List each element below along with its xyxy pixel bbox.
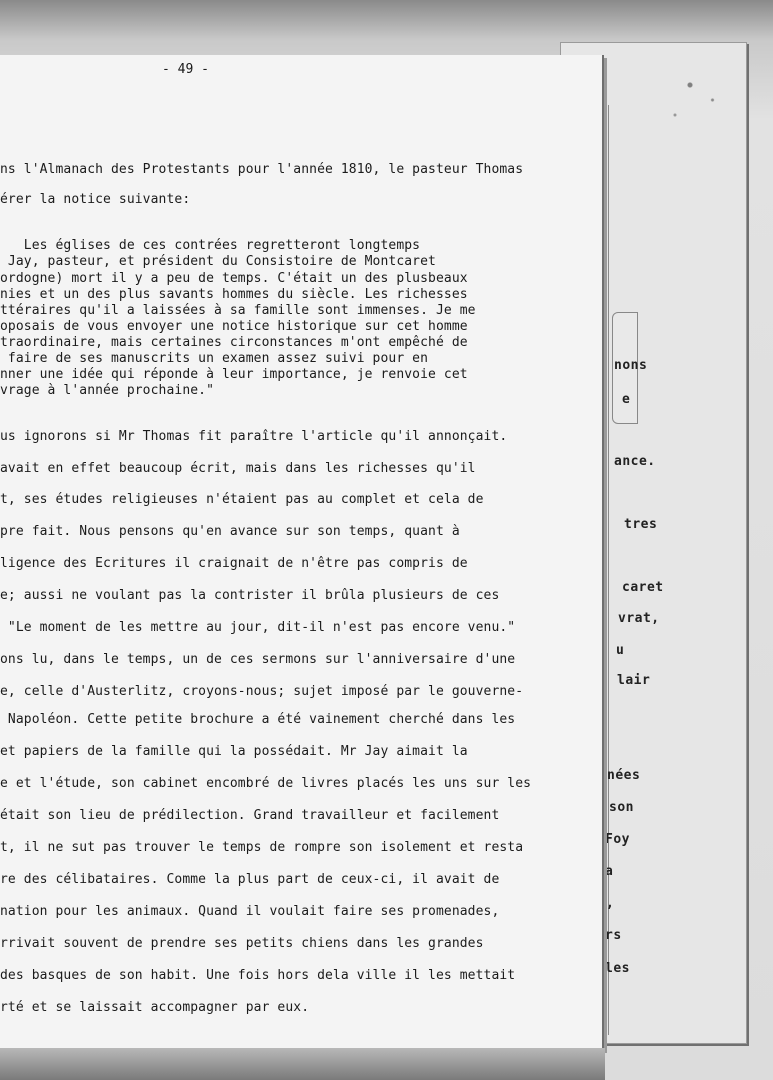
back-page-fragment: son — [609, 800, 634, 815]
body-line: ligence des Ecritures il craignait de n'être pas compris de — [0, 556, 468, 571]
back-page-fragment: les — [605, 961, 630, 976]
body-line: des basques de son habit. Une fois hors dela ville il les mettait — [0, 968, 516, 983]
quote-line: vrage à l'année prochaine." — [0, 383, 215, 398]
back-page-fragment: Foy — [605, 832, 630, 847]
back-page-fragment: a — [605, 864, 614, 879]
body-line: us ignorons si Mr Thomas fit paraître l'article qu'il annonçait. — [0, 429, 508, 444]
back-page-fragment: u — [616, 643, 625, 658]
quote-line: traordinaire, mais certaines circonstances m'ont empêché de — [0, 335, 468, 350]
back-page-fragment: ance. — [614, 454, 656, 469]
body-line: re des célibataires. Comme la plus part de ceux-ci, il avait de — [0, 872, 500, 887]
quote-line: ordogne) mort il y a peu de temps. C'était un des plusbeaux — [0, 271, 468, 286]
intro-line: ns l'Almanach des Protestants pour l'année 1810, le pasteur Thomas — [0, 162, 524, 177]
quote-line: Jay, pasteur, et président du Consistoire de Montcaret — [0, 254, 436, 269]
back-page-fragment: lair — [617, 673, 651, 688]
quote-line: oposais de vous envoyer une notice historique sur cet homme — [0, 319, 468, 334]
quote-line: ttéraires qu'il a laissées à sa famille sont immenses. Je me — [0, 303, 476, 318]
body-line: avait en effet beaucoup écrit, mais dans les richesses qu'il — [0, 461, 476, 476]
back-page-fragment: tres — [624, 517, 658, 532]
body-line: e; aussi ne voulant pas la contrister il brûla plusieurs de ces — [0, 588, 500, 603]
back-page-fragment: rs — [605, 928, 622, 943]
back-page-fragment: nons — [614, 358, 648, 373]
body-line: t, ses études religieuses n'étaient pas au complet et cela de — [0, 492, 484, 507]
body-line: t, il ne sut pas trouver le temps de rompre son isolement et resta — [0, 840, 524, 855]
quote-line: nner une idée qui réponde à leur importance, je renvoie cet — [0, 367, 468, 382]
page-bottom-edge — [0, 1048, 605, 1080]
body-line: nation pour les animaux. Quand il voulait faire ses promenades, — [0, 904, 500, 919]
back-page-fragment: caret — [622, 580, 664, 595]
body-line: rrivait souvent de prendre ses petits chiens dans les grandes — [0, 936, 484, 951]
body-line: était son lieu de prédilection. Grand travailleur et facilement — [0, 808, 500, 823]
body-line: et papiers de la famille qui la possédait. Mr Jay aimait la — [0, 744, 468, 759]
back-page-fragment: e — [622, 392, 631, 407]
body-line: ons lu, dans le temps, un de ces sermons sur l'anniversaire d'une — [0, 652, 516, 667]
body-line: e et l'étude, son cabinet encombré de livres placés les uns sur les — [0, 776, 532, 791]
body-line: Napoléon. Cette petite brochure a été vainement cherché dans les — [0, 712, 516, 727]
page-number: - 49 - — [162, 62, 209, 77]
back-page-fragment: nées — [607, 768, 641, 783]
quote-line: Les églises de ces contrées regretteront longtemps — [0, 238, 421, 253]
body-line: rté et se laissait accompagner par eux. — [0, 1000, 310, 1015]
body-line: pre fait. Nous pensons qu'en avance sur son temps, quant à — [0, 524, 460, 539]
ink-speckles — [660, 55, 735, 130]
quote-line: nies et un des plus savants hommes du siècle. Les richesses — [0, 287, 468, 302]
back-page-fragment: , — [606, 896, 615, 911]
back-page-fragment: vrat, — [618, 611, 660, 626]
body-line: "Le moment de les mettre au jour, dit-il n'est pas encore venu." — [0, 620, 516, 635]
quote-line: faire de ses manuscrits un examen assez suivi pour en — [0, 351, 429, 366]
body-line: e, celle d'Austerlitz, croyons-nous; sujet imposé par le gouverne- — [0, 684, 524, 699]
intro-line: érer la notice suivante: — [0, 192, 191, 207]
